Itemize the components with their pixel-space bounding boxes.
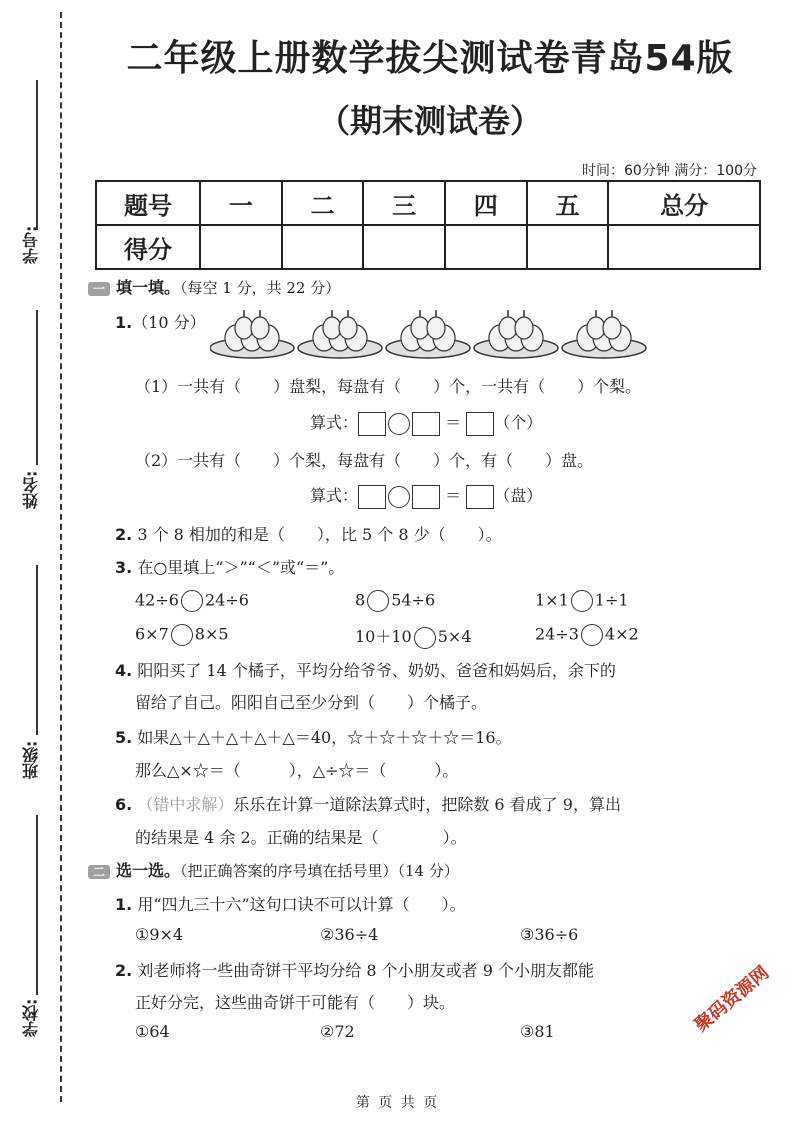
header-cell: 四	[445, 181, 527, 225]
score-table	[95, 180, 761, 270]
q4-line1: 4. 阳阳买了 14 个橘子，平均分给爷爷、奶奶、爸爸和妈妈后，余下的	[115, 661, 616, 680]
score-table-score-row	[96, 225, 760, 269]
compare-circle[interactable]	[367, 590, 389, 612]
pear-plates-illustration	[210, 308, 660, 364]
q3-text: 在○里填上“＞”“＜”或“＝”。	[137, 558, 345, 577]
class-label: 班级:	[21, 740, 41, 780]
section2-badge: 二	[88, 865, 110, 879]
section1-heading	[88, 275, 340, 298]
q3-number: 3.	[115, 558, 133, 577]
s2q2-line1: 2. 刘老师将一些曲奇饼干平均分给 8 个小朋友或者 9 个小朋友都能	[115, 961, 595, 980]
q6-number: 6.	[115, 795, 133, 814]
compare-circle[interactable]	[171, 624, 193, 646]
q4-number: 4.	[115, 661, 133, 680]
compare-circle[interactable]	[181, 590, 203, 612]
watermark: 聚码资源网	[690, 962, 774, 1037]
score-row-label: 得分	[96, 225, 200, 269]
operator-circle[interactable]	[388, 486, 410, 508]
q1-points: （10 分）	[132, 313, 206, 332]
score-cell[interactable]	[282, 225, 364, 269]
name-write-line	[36, 310, 38, 465]
q1-formula2: 算式： ＝ （盘）	[310, 483, 542, 509]
school-label: 学校:	[21, 998, 41, 1038]
id-write-line	[36, 80, 38, 230]
option[interactable]: ②72	[320, 1022, 355, 1041]
option[interactable]: ①64	[135, 1022, 170, 1041]
section2-heading	[88, 858, 459, 881]
q4-line2: 留给了自己。阳阳自己至少分到（ ）个橘子。	[135, 693, 488, 712]
unit-label: （个）	[494, 413, 543, 432]
answer-box[interactable]	[412, 412, 440, 436]
header-cell: 二	[282, 181, 364, 225]
q2-number: 2.	[115, 525, 133, 544]
answer-box[interactable]	[358, 485, 386, 509]
section2-title: 选一选。	[116, 861, 181, 880]
binding-dashed-line	[60, 12, 62, 1102]
score-cell[interactable]	[200, 225, 282, 269]
compare-circle[interactable]	[414, 627, 436, 649]
section1-title: 填一填。	[116, 278, 181, 297]
q3-item: 10＋10 5×4	[355, 624, 472, 649]
operator-circle[interactable]	[388, 413, 410, 435]
answer-box[interactable]	[358, 412, 386, 436]
s2q1: 1. 用“四九三十六”这句口诀不可以计算（ ）。	[115, 895, 466, 914]
id-label: 学号:	[21, 225, 41, 265]
q1-line1: （1）一共有（ ）盘梨，每盘有（ ）个，一共有（ ）个梨。	[135, 377, 642, 396]
q6-line2: 的结果是 4 余 2。正确的结果是（ ）。	[135, 828, 467, 847]
q5-line1: 5. 如果△＋△＋△＋△＋△＝40，☆＋☆＋☆＋☆＝16。	[115, 728, 512, 747]
q5-number: 5.	[115, 728, 133, 747]
header-cell: 一	[200, 181, 282, 225]
answer-box[interactable]	[466, 412, 494, 436]
s2q1-number: 1.	[115, 895, 133, 914]
q1-number: 1.	[115, 313, 133, 332]
q1-formula1: 算式： ＝ （个）	[310, 410, 542, 436]
q6-tag: （错中求解）	[137, 795, 234, 814]
q2-text: 3 个 8 相加的和是（ ），比 5 个 8 少（ ）。	[137, 525, 502, 544]
page-footer: 第 页 共 页	[355, 1095, 438, 1111]
name-label: 姓名:	[21, 470, 41, 510]
formula-label: 算式：	[310, 413, 359, 432]
option[interactable]: ③36÷6	[520, 925, 579, 944]
header-cell: 题号	[96, 181, 200, 225]
class-write-line	[36, 565, 38, 735]
q3-item: 24÷3 4×2	[535, 624, 639, 646]
score-table-header-row	[96, 181, 760, 225]
page-title: 二年级上册数学拔尖测试卷青岛54版	[126, 38, 734, 79]
header-cell: 五	[527, 181, 609, 225]
q1-header	[115, 310, 206, 333]
time-info: 时间：60分钟 满分：100分	[582, 163, 757, 179]
score-cell[interactable]	[445, 225, 527, 269]
q3	[115, 555, 344, 578]
compare-circle[interactable]	[581, 624, 603, 646]
option[interactable]: ①9×4	[135, 925, 184, 944]
score-cell[interactable]	[608, 225, 760, 269]
score-cell[interactable]	[363, 225, 445, 269]
option[interactable]: ③81	[520, 1022, 555, 1041]
unit-label: （盘）	[494, 486, 543, 505]
q2	[115, 522, 502, 545]
section2-note: （把正确答案的序号填在括号里）（14 分）	[180, 862, 459, 880]
q6-line1: 6. （错中求解）乐乐在计算一道除法算式时，把除数 6 看成了 9，算出	[115, 795, 621, 814]
header-cell: 三	[363, 181, 445, 225]
q3-item: 6×7 8×5	[135, 624, 229, 646]
answer-box[interactable]	[466, 485, 494, 509]
q3-item: 42÷6 24÷6	[135, 590, 249, 612]
q3-item: 1×1 1÷1	[535, 590, 629, 612]
q1-line2: （2）一共有（ ）个梨，每盘有（ ）个，有（ ）盘。	[135, 451, 594, 470]
formula-label: 算式：	[310, 486, 359, 505]
score-cell[interactable]	[527, 225, 609, 269]
compare-circle[interactable]	[571, 590, 593, 612]
option[interactable]: ②36÷4	[320, 925, 379, 944]
school-write-line	[36, 815, 38, 995]
s2q2-line2: 正好分完，这些曲奇饼干可能有（ ）块。	[135, 993, 456, 1012]
answer-box[interactable]	[412, 485, 440, 509]
q3-item: 8 54÷6	[355, 590, 435, 612]
header-cell: 总分	[608, 181, 760, 225]
page-subtitle: （期末测试卷）	[317, 102, 542, 140]
section1-badge: 一	[88, 282, 110, 296]
s2q2-number: 2.	[115, 961, 133, 980]
q5-line2: 那么△×☆＝（ ），△÷☆＝（ ）。	[135, 761, 459, 780]
section1-note: （每空 1 分，共 22 分）	[180, 279, 341, 297]
